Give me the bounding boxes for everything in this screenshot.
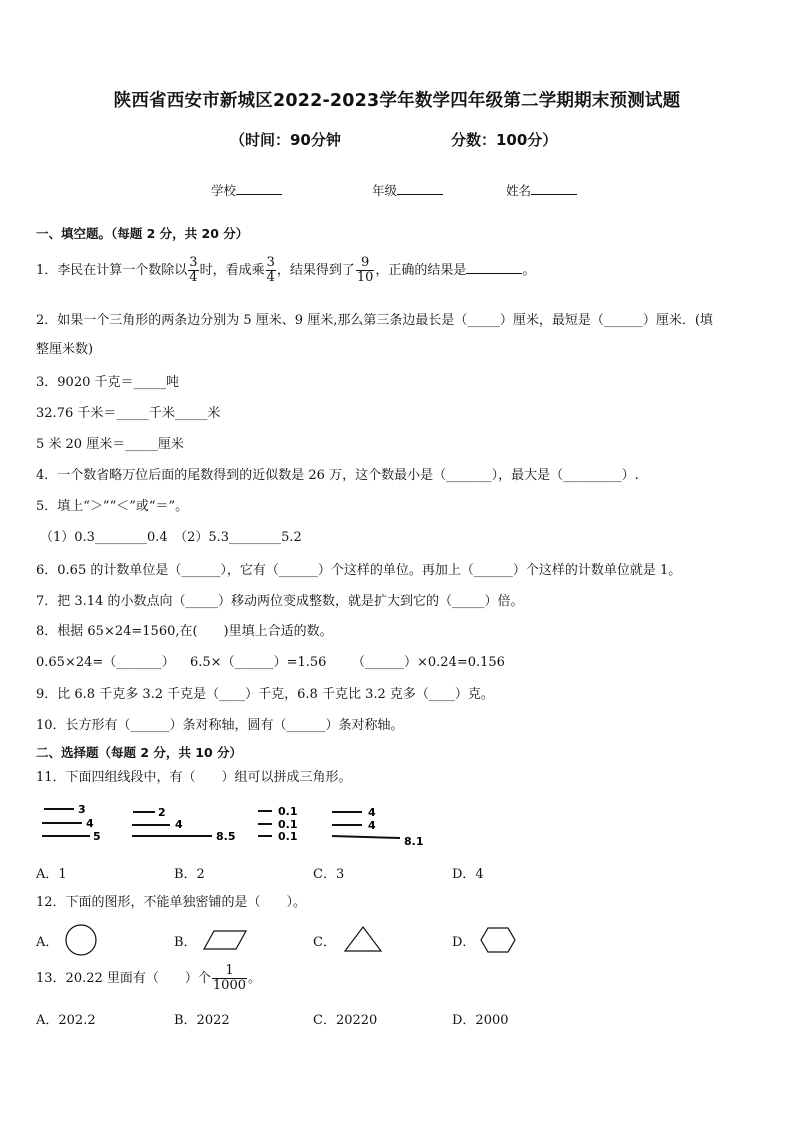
- q12-option-c[interactable]: C．: [313, 935, 336, 950]
- question-6: 6．0.65 的计数单位是（______），它有（______）个这样的单位。再加上（______）个这样的计数单位就是 1。: [36, 563, 682, 578]
- circle-icon: [64, 923, 98, 957]
- question-1: 1．李民在计算一个数除以 $\frac{3}{4}$ 时，看成乘 $\frac{3}{4}$ ，结果得到了 $\frac{9}{10}$ ，正确的结果是 。: [36, 255, 536, 285]
- q13-option-b[interactable]: B．2022: [174, 1013, 230, 1028]
- q1-answer-blank[interactable]: [466, 261, 522, 274]
- question-7: 7．把 3.14 的小数点向（_____）移动两位变成整数，就是扩大到它的（_____）倍。: [36, 594, 524, 609]
- q12-option-b[interactable]: B．: [174, 935, 197, 950]
- page-title: 陕西省西安市新城区2022-2023学年数学四年级第二学期期末预测试题: [113, 91, 681, 111]
- question-5-items: （1）0.3________0.4 （2）5.3________5.2: [40, 530, 302, 545]
- q12-option-d[interactable]: D．: [452, 935, 476, 950]
- segment-group-4: [332, 806, 424, 848]
- question-8: 8．根据 65×24=1560,在( )里填上合适的数。: [36, 624, 333, 639]
- question-11: 11．下面四组线段中，有（ ）组可以拼成三角形。: [36, 770, 352, 785]
- segment-label: 4: [175, 818, 183, 831]
- segment-label: 0.1: [278, 805, 298, 818]
- question-2: 2．如果一个三角形的两条边分别为 5 厘米、9 厘米,那么第三条边最长是（_____）厘米，最短是（______）厘米．(填: [36, 313, 713, 328]
- fraction-1-1000: $\frac{1}{1000}$: [212, 963, 246, 993]
- q11-option-b[interactable]: B．2: [174, 867, 205, 882]
- segment-label: 8.1: [404, 835, 424, 848]
- triangle-icon: [343, 925, 383, 953]
- q13-option-d[interactable]: D．2000: [452, 1013, 509, 1028]
- question-3a: 3．9020 千克＝_____吨: [36, 375, 179, 390]
- segment-label: 8.5: [216, 830, 236, 843]
- question-13: 13．20.22 里面有（ ）个 $\frac{1}{1000}$ 。: [36, 963, 262, 993]
- exam-score: 分数：100分）: [451, 131, 558, 149]
- segment-label: 3: [78, 803, 86, 816]
- segment-label: 5: [93, 830, 101, 843]
- q11-option-c[interactable]: C．3: [313, 867, 345, 882]
- fraction-9-10: $\frac{9}{10}$: [356, 255, 374, 285]
- question-3b: 32.76 千米＝_____千米_____米: [36, 406, 221, 421]
- segment-label: 4: [86, 817, 94, 830]
- question-12: 12．下面的图形，不能单独密铺的是（ ）。: [36, 895, 307, 910]
- question-9: 9．比 6.8 千克多 3.2 千克是（____）千克，6.8 千克比 3.2 克多（____）克。: [36, 687, 494, 702]
- q11-option-a[interactable]: A．1: [36, 867, 67, 882]
- grade-field[interactable]: [372, 181, 443, 199]
- question-2-cont: 整厘米数): [36, 342, 94, 357]
- question-10: 10．长方形有（______）条对称轴，圆有（______）条对称轴。: [36, 718, 404, 733]
- exam-time: （时间：90分钟: [230, 131, 341, 149]
- question-4: 4．一个数省略万位后面的尾数得到的近似数是 26 万，这个数最小是（_______），最大是（_________）.: [36, 468, 639, 483]
- name-blank[interactable]: [531, 182, 577, 195]
- q1-text-a: 1．李民在计算一个数除以: [36, 263, 188, 278]
- segment-label: 4: [368, 819, 376, 832]
- segment-label: 2: [158, 806, 166, 819]
- hexagon-icon: [479, 926, 517, 954]
- school-blank[interactable]: [236, 182, 282, 195]
- segment-groups-figure: [36, 800, 436, 852]
- segment-label: 4: [368, 806, 376, 819]
- q1-text-d: ，正确的结果是: [375, 263, 467, 278]
- fraction-3-4: $\frac{3}{4}$: [189, 255, 198, 285]
- question-8c: （______）×0.24=0.156: [352, 655, 505, 670]
- segment-group-3: [258, 805, 298, 843]
- grade-label: 年级: [372, 183, 398, 198]
- parallelogram-icon: [202, 929, 248, 951]
- q13-option-a[interactable]: A．202.2: [36, 1013, 96, 1028]
- segment-label: 0.1: [278, 830, 298, 843]
- q1-text-b: 时，看成乘: [199, 263, 265, 278]
- segment-group-1: [42, 803, 101, 843]
- question-3c: 5 米 20 厘米＝_____厘米: [36, 437, 184, 452]
- grade-blank[interactable]: [397, 182, 443, 195]
- q12-option-a[interactable]: A．: [36, 935, 59, 950]
- section1-title: 一、填空题。（每题 2 分，共 20 分）: [36, 226, 249, 241]
- fraction-3-4-b: $\frac{3}{4}$: [266, 255, 275, 285]
- name-label: 姓名: [506, 183, 532, 198]
- question-5: 5．填上“＞”“＜”或“＝”。: [36, 499, 189, 514]
- section2-title: 二、选择题（每题 2 分，共 10 分）: [36, 745, 243, 760]
- name-field[interactable]: [506, 181, 577, 199]
- school-label: 学校: [211, 183, 237, 198]
- segment-group-2: [132, 806, 236, 843]
- question-8b: 6.5×（______）=1.56: [190, 655, 327, 670]
- q1-text-c: ，结果得到了: [276, 263, 355, 278]
- segment-label: 0.1: [278, 818, 298, 831]
- school-field[interactable]: [211, 181, 282, 199]
- question-8a: 0.65×24=（_______）: [36, 655, 175, 670]
- q13-text-a: 13．20.22 里面有（ ）个: [36, 971, 211, 986]
- q13-option-c[interactable]: C．20220: [313, 1013, 378, 1028]
- q11-option-d[interactable]: D．4: [452, 867, 484, 882]
